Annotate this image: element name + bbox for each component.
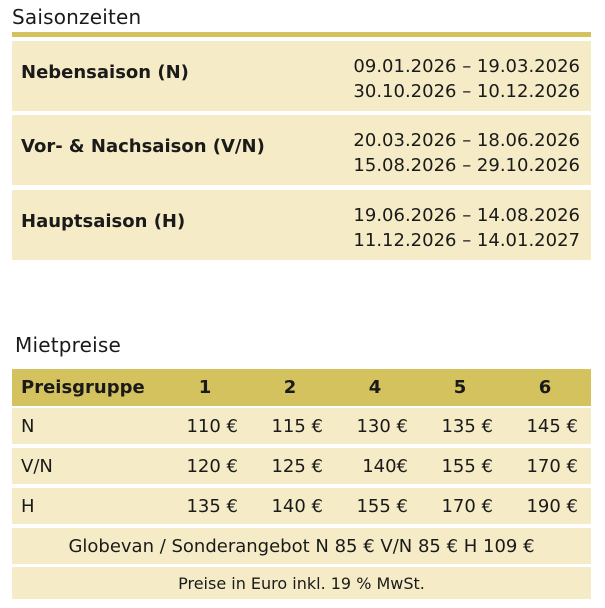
tax-note: Preise in Euro inkl. 19 % MwSt. (12, 567, 591, 599)
price-cell: 170 € (441, 495, 493, 517)
price-cell: 120 € (186, 455, 238, 477)
price-cell: 155 € (441, 455, 493, 477)
price-row-h (12, 488, 591, 524)
season-name: Hauptsaison (H) (21, 211, 186, 232)
price-cell: 140€ (362, 455, 408, 477)
price-row-vn (12, 448, 591, 484)
column-header-price-group: Preisgruppe (21, 377, 145, 398)
price-cell: 155 € (356, 495, 408, 517)
column-header: 6 (538, 377, 552, 398)
price-row-n (12, 408, 591, 444)
price-cell: 145 € (526, 415, 578, 437)
price-cell: 135 € (186, 495, 238, 517)
season-dates (353, 128, 580, 178)
prices-heading: Mietpreise (15, 333, 122, 357)
price-cell: 190 € (526, 495, 578, 517)
price-cell: 110 € (186, 415, 238, 437)
season-date-range: 09.01.2026 – 19.03.2026 (353, 56, 580, 77)
season-date-range: 30.10.2026 – 10.12.2026 (353, 81, 580, 102)
season-date-range: 15.08.2026 – 29.10.2026 (353, 155, 580, 176)
column-header: 2 (283, 377, 297, 398)
season-date-range: 19.06.2026 – 14.08.2026 (353, 205, 580, 226)
price-table-header (12, 369, 591, 406)
special-offer-note: Globevan / Sonderangebot N 85 € V/N 85 € H 109 € (12, 528, 591, 564)
season-date-range: 20.03.2026 – 18.06.2026 (353, 130, 580, 151)
seasons-heading: Saisonzeiten (12, 5, 142, 29)
row-label: H (21, 495, 35, 517)
season-name: Vor- & Nachsaison (V/N) (21, 136, 265, 157)
season-date-range: 11.12.2026 – 14.01.2027 (353, 230, 580, 251)
price-cell: 135 € (441, 415, 493, 437)
row-label: N (21, 415, 35, 437)
season-block-mid (12, 115, 591, 185)
column-header: 1 (198, 377, 212, 398)
column-header: 5 (453, 377, 467, 398)
season-dates (353, 54, 580, 104)
column-header: 4 (368, 377, 382, 398)
season-dates (353, 203, 580, 253)
price-cell: 115 € (271, 415, 323, 437)
price-cell: 125 € (271, 455, 323, 477)
price-cell: 170 € (526, 455, 578, 477)
row-label: V/N (21, 455, 53, 477)
price-cell: 130 € (356, 415, 408, 437)
season-name: Nebensaison (N) (21, 62, 189, 83)
season-block-high (12, 190, 591, 260)
seasons-top-bar (12, 32, 591, 37)
price-cell: 140 € (271, 495, 323, 517)
season-block-low (12, 41, 591, 111)
